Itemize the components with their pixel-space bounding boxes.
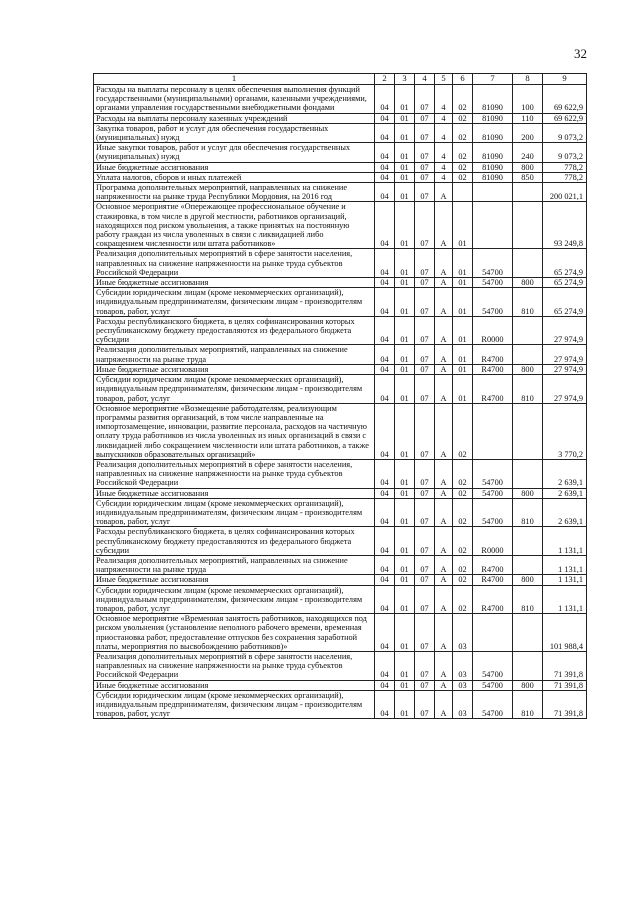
code-subsection: 4 [435, 85, 453, 114]
code-section: 07 [415, 403, 435, 459]
code-direction: 54700 [473, 488, 513, 498]
row-amount: 27 974,9 [543, 364, 587, 374]
table-row [94, 459, 587, 488]
code-section: 07 [415, 575, 435, 585]
code-program: 01 [453, 249, 473, 278]
code-direction: 81090 [473, 85, 513, 114]
code-pp: 01 [395, 488, 415, 498]
code-subsection: А [435, 690, 453, 719]
column-header: 3 [395, 74, 415, 85]
row-name: Иные бюджетные ассигнования [94, 364, 375, 374]
code-direction: 54700 [473, 278, 513, 288]
code-subsection: 4 [435, 143, 453, 162]
code-direction: 54700 [473, 459, 513, 488]
code-subsection: 4 [435, 162, 453, 172]
table-row [94, 651, 587, 680]
code-subsection: А [435, 575, 453, 585]
table-row [94, 202, 587, 249]
code-subsection: 4 [435, 123, 453, 142]
code-program: 01 [453, 375, 473, 404]
code-expense-type [513, 651, 543, 680]
row-name: Основное мероприятие «Возмещение работодателям, реализующим программы развития организаций, в том числе направленные на импортозамещение, инновации, развитие персонала, расходов на частичную оплату труда работников из числа уволенных из иных организаций в связи с ликвидацией либо сокращением численности или штата работников, а также выпускников образовательных организаций» [94, 403, 375, 459]
code-section: 07 [415, 680, 435, 690]
code-expense-type: 800 [513, 278, 543, 288]
code-gp: 04 [375, 202, 395, 249]
code-section: 07 [415, 183, 435, 202]
code-pp: 01 [395, 575, 415, 585]
code-gp: 04 [375, 527, 395, 556]
code-pp: 01 [395, 680, 415, 690]
code-direction: 54700 [473, 288, 513, 317]
code-section: 07 [415, 651, 435, 680]
code-expense-type: 800 [513, 680, 543, 690]
code-subsection: А [435, 555, 453, 574]
row-name: Программа дополнительных мероприятий, направленных на снижение напряженности на рынке труда Республики Мордовия, на 2016 год [94, 183, 375, 202]
code-direction: R4700 [473, 364, 513, 374]
code-subsection: А [435, 183, 453, 202]
table-row [94, 162, 587, 172]
row-name: Реализация дополнительных мероприятий в сфере занятости населения, направленных на снижение напряженности на рынке труда субъектов Российской Федерации [94, 249, 375, 278]
table-row [94, 172, 587, 182]
column-header: 9 [543, 74, 587, 85]
code-pp: 01 [395, 143, 415, 162]
code-direction: R4700 [473, 555, 513, 574]
row-amount: 71 391,8 [543, 651, 587, 680]
code-gp: 04 [375, 123, 395, 142]
code-direction: R4700 [473, 585, 513, 614]
table-row [94, 575, 587, 585]
column-header: 7 [473, 74, 513, 85]
row-amount: 93 249,8 [543, 202, 587, 249]
table-row [94, 690, 587, 719]
code-gp: 04 [375, 585, 395, 614]
table-row [94, 143, 587, 162]
row-amount: 71 391,8 [543, 690, 587, 719]
code-direction [473, 614, 513, 652]
row-amount: 65 274,9 [543, 249, 587, 278]
code-section: 07 [415, 527, 435, 556]
code-pp: 01 [395, 498, 415, 527]
code-direction: 54700 [473, 498, 513, 527]
code-gp: 04 [375, 172, 395, 182]
code-pp: 01 [395, 459, 415, 488]
row-name: Иные бюджетные ассигнования [94, 680, 375, 690]
code-direction: 81090 [473, 143, 513, 162]
row-amount: 3 770,2 [543, 403, 587, 459]
code-program: 03 [453, 651, 473, 680]
code-expense-type: 240 [513, 143, 543, 162]
code-gp: 04 [375, 113, 395, 123]
code-pp: 01 [395, 614, 415, 652]
column-header: 6 [453, 74, 473, 85]
row-amount: 101 988,4 [543, 614, 587, 652]
code-program: 02 [453, 162, 473, 172]
code-direction [473, 183, 513, 202]
code-expense-type [513, 459, 543, 488]
code-pp: 01 [395, 202, 415, 249]
code-program: 02 [453, 123, 473, 142]
code-direction: 81090 [473, 113, 513, 123]
code-gp: 04 [375, 555, 395, 574]
code-expense-type: 800 [513, 364, 543, 374]
code-gp: 04 [375, 403, 395, 459]
code-section: 07 [415, 202, 435, 249]
code-program: 02 [453, 113, 473, 123]
row-amount: 27 974,9 [543, 375, 587, 404]
code-expense-type [513, 202, 543, 249]
row-name: Закупка товаров, работ и услуг для обеспечения государственных (муниципальных) нужд [94, 123, 375, 142]
code-direction [473, 202, 513, 249]
code-direction [473, 403, 513, 459]
code-pp: 01 [395, 364, 415, 374]
code-expense-type: 200 [513, 123, 543, 142]
budget-table [93, 73, 587, 719]
code-program: 02 [453, 143, 473, 162]
code-section: 07 [415, 555, 435, 574]
table-row [94, 123, 587, 142]
row-amount: 71 391,8 [543, 680, 587, 690]
code-section: 07 [415, 113, 435, 123]
code-pp: 01 [395, 123, 415, 142]
table-row [94, 585, 587, 614]
row-name: Субсидии юридическим лицам (кроме некоммерческих организаций), индивидуальным предпринимателям, физическим лицам - производителям товаров, работ, услуг [94, 288, 375, 317]
code-subsection: А [435, 527, 453, 556]
code-direction: 54700 [473, 651, 513, 680]
row-name: Основное мероприятие «Опережающее профессиональное обучение и стажировка, в том числе в другой местности, работников организаций, находящихся под риском увольнения, а также принятых на постоянную работу граждан из числа уволенных в связи с ликвидацией либо сокращением численности или штата работников» [94, 202, 375, 249]
row-name: Иные бюджетные ассигнования [94, 575, 375, 585]
code-program: 01 [453, 316, 473, 345]
code-direction: 54700 [473, 690, 513, 719]
row-amount: 2 639,1 [543, 488, 587, 498]
code-section: 07 [415, 690, 435, 719]
row-name: Реализация дополнительных мероприятий, направленных на снижение напряженности на рынке труда [94, 555, 375, 574]
code-expense-type: 810 [513, 585, 543, 614]
code-expense-type: 800 [513, 575, 543, 585]
code-expense-type [513, 249, 543, 278]
code-gp: 04 [375, 183, 395, 202]
code-gp: 04 [375, 488, 395, 498]
code-gp: 04 [375, 651, 395, 680]
row-amount: 778,2 [543, 162, 587, 172]
code-gp: 04 [375, 345, 395, 364]
row-amount: 65 274,9 [543, 278, 587, 288]
row-amount: 27 974,9 [543, 345, 587, 364]
code-subsection: 4 [435, 113, 453, 123]
code-expense-type: 850 [513, 172, 543, 182]
code-expense-type: 110 [513, 113, 543, 123]
row-name: Субсидии юридическим лицам (кроме некоммерческих организаций), индивидуальным предпринимателям, физическим лицам - производителям товаров, работ, услуг [94, 375, 375, 404]
row-name: Реализация дополнительных мероприятий в сфере занятости населения, направленных на снижение напряженности на рынке труда субъектов Российской Федерации [94, 651, 375, 680]
code-expense-type: 810 [513, 375, 543, 404]
table-body [94, 85, 587, 719]
row-name: Расходы на выплаты персоналу в целях обеспечения выполнения функций государственными (муниципальными) органами, казенными учреждениями, органами управления государственными внебюджетными фондами [94, 85, 375, 114]
table-header-row [94, 74, 587, 85]
table-row [94, 614, 587, 652]
code-subsection: А [435, 278, 453, 288]
code-program: 02 [453, 498, 473, 527]
code-expense-type [513, 403, 543, 459]
row-amount: 9 073,2 [543, 123, 587, 142]
code-pp: 01 [395, 183, 415, 202]
code-expense-type: 810 [513, 498, 543, 527]
row-amount: 69 622,9 [543, 113, 587, 123]
code-subsection: 4 [435, 172, 453, 182]
code-pp: 01 [395, 162, 415, 172]
code-section: 07 [415, 172, 435, 182]
row-amount: 778,2 [543, 172, 587, 182]
table-row [94, 316, 587, 345]
code-pp: 01 [395, 278, 415, 288]
code-program: 03 [453, 614, 473, 652]
code-subsection: А [435, 364, 453, 374]
code-gp: 04 [375, 249, 395, 278]
row-name: Уплата налогов, сборов и иных платежей [94, 172, 375, 182]
code-program: 01 [453, 364, 473, 374]
row-name: Расходы на выплаты персоналу казенных учреждений [94, 113, 375, 123]
code-subsection: А [435, 345, 453, 364]
code-program: 01 [453, 345, 473, 364]
code-section: 07 [415, 585, 435, 614]
code-section: 07 [415, 614, 435, 652]
code-gp: 04 [375, 316, 395, 345]
code-subsection: А [435, 403, 453, 459]
table-row [94, 375, 587, 404]
row-amount: 2 639,1 [543, 498, 587, 527]
row-amount: 1 131,1 [543, 575, 587, 585]
code-program: 02 [453, 403, 473, 459]
code-expense-type [513, 555, 543, 574]
code-pp: 01 [395, 651, 415, 680]
table-row [94, 555, 587, 574]
row-name: Субсидии юридическим лицам (кроме некоммерческих организаций), индивидуальным предпринимателям, физическим лицам - производителям товаров, работ, услуг [94, 585, 375, 614]
code-pp: 01 [395, 375, 415, 404]
code-gp: 04 [375, 498, 395, 527]
code-program: 01 [453, 288, 473, 317]
code-direction: 81090 [473, 162, 513, 172]
code-section: 07 [415, 123, 435, 142]
code-section: 07 [415, 288, 435, 317]
code-section: 07 [415, 459, 435, 488]
code-gp: 04 [375, 288, 395, 317]
code-pp: 01 [395, 113, 415, 123]
column-header: 2 [375, 74, 395, 85]
row-name: Основное мероприятие «Временная занятость работников, находящихся под риском увольнения (установление неполного рабочего времени, временная приостановка работ, предоставление отпусков без сохранения заработной платы, мероприятия по высвобождению работников)» [94, 614, 375, 652]
code-section: 07 [415, 364, 435, 374]
table-row [94, 488, 587, 498]
code-section: 07 [415, 375, 435, 404]
table-row [94, 85, 587, 114]
code-gp: 04 [375, 375, 395, 404]
code-gp: 04 [375, 278, 395, 288]
row-name: Иные закупки товаров, работ и услуг для обеспечения государственных (муниципальных) нужд [94, 143, 375, 162]
table-row [94, 498, 587, 527]
code-direction: R4700 [473, 575, 513, 585]
code-gp: 04 [375, 162, 395, 172]
table-row [94, 364, 587, 374]
code-expense-type: 800 [513, 488, 543, 498]
code-direction: 81090 [473, 172, 513, 182]
code-subsection: А [435, 680, 453, 690]
code-pp: 01 [395, 249, 415, 278]
code-section: 07 [415, 316, 435, 345]
row-name: Субсидии юридическим лицам (кроме некоммерческих организаций), индивидуальным предпринимателям, физическим лицам - производителям товаров, работ, услуг [94, 498, 375, 527]
code-expense-type: 100 [513, 85, 543, 114]
code-program: 03 [453, 690, 473, 719]
code-subsection: А [435, 651, 453, 680]
row-name: Расходы республиканского бюджета, в целях софинансирования которых республиканскому бюджету предоставляются из федерального бюджета субсидии [94, 527, 375, 556]
column-header: 4 [415, 74, 435, 85]
code-program: 02 [453, 459, 473, 488]
row-name: Реализация дополнительных мероприятий, направленных на снижение напряженности на рынке труда [94, 345, 375, 364]
code-section: 07 [415, 345, 435, 364]
code-subsection: А [435, 288, 453, 317]
row-amount: 200 021,1 [543, 183, 587, 202]
row-amount: 1 131,1 [543, 527, 587, 556]
code-subsection: А [435, 459, 453, 488]
row-amount: 69 622,9 [543, 85, 587, 114]
row-amount: 1 131,1 [543, 585, 587, 614]
table-row [94, 278, 587, 288]
column-header: 5 [435, 74, 453, 85]
code-program: 03 [453, 680, 473, 690]
row-name: Иные бюджетные ассигнования [94, 488, 375, 498]
code-subsection: А [435, 316, 453, 345]
code-gp: 04 [375, 459, 395, 488]
code-direction: R4700 [473, 345, 513, 364]
code-program: 02 [453, 85, 473, 114]
column-header: 1 [94, 74, 375, 85]
row-name: Иные бюджетные ассигнования [94, 162, 375, 172]
code-direction: R0000 [473, 316, 513, 345]
row-amount: 9 073,2 [543, 143, 587, 162]
code-subsection: А [435, 498, 453, 527]
table-row [94, 183, 587, 202]
code-expense-type [513, 345, 543, 364]
code-pp: 01 [395, 288, 415, 317]
column-header: 8 [513, 74, 543, 85]
code-expense-type [513, 614, 543, 652]
code-subsection: А [435, 375, 453, 404]
code-program: 02 [453, 172, 473, 182]
code-section: 07 [415, 249, 435, 278]
code-subsection: А [435, 585, 453, 614]
code-direction: R4700 [473, 375, 513, 404]
code-gp: 04 [375, 680, 395, 690]
code-program [453, 183, 473, 202]
code-pp: 01 [395, 690, 415, 719]
code-program: 02 [453, 488, 473, 498]
table-row [94, 345, 587, 364]
code-pp: 01 [395, 555, 415, 574]
code-expense-type: 800 [513, 162, 543, 172]
code-section: 07 [415, 278, 435, 288]
row-amount: 2 639,1 [543, 459, 587, 488]
table-row [94, 249, 587, 278]
code-program: 02 [453, 555, 473, 574]
row-amount: 1 131,1 [543, 555, 587, 574]
row-name: Иные бюджетные ассигнования [94, 278, 375, 288]
code-expense-type [513, 527, 543, 556]
code-pp: 01 [395, 172, 415, 182]
code-gp: 04 [375, 690, 395, 719]
code-pp: 01 [395, 345, 415, 364]
code-program: 01 [453, 278, 473, 288]
code-pp: 01 [395, 316, 415, 345]
table-row [94, 403, 587, 459]
code-subsection: А [435, 249, 453, 278]
code-gp: 04 [375, 85, 395, 114]
code-program: 02 [453, 575, 473, 585]
code-pp: 01 [395, 85, 415, 114]
table-row [94, 288, 587, 317]
code-gp: 04 [375, 614, 395, 652]
code-pp: 01 [395, 403, 415, 459]
code-pp: 01 [395, 585, 415, 614]
code-direction: 81090 [473, 123, 513, 142]
code-direction: 54700 [473, 249, 513, 278]
code-section: 07 [415, 488, 435, 498]
row-name: Расходы республиканского бюджета, в целях софинансирования которых республиканскому бюджету предоставляются из федерального бюджета субсидии [94, 316, 375, 345]
code-gp: 04 [375, 143, 395, 162]
row-amount: 27 974,9 [543, 316, 587, 345]
page-number: 32 [574, 46, 587, 61]
code-expense-type [513, 183, 543, 202]
code-gp: 04 [375, 575, 395, 585]
row-amount: 65 274,9 [543, 288, 587, 317]
code-section: 07 [415, 498, 435, 527]
row-name: Субсидии юридическим лицам (кроме некоммерческих организаций), индивидуальным предпринимателям, физическим лицам - производителям товаров, работ, услуг [94, 690, 375, 719]
code-expense-type: 810 [513, 288, 543, 317]
code-section: 07 [415, 143, 435, 162]
code-section: 07 [415, 85, 435, 114]
code-expense-type: 810 [513, 690, 543, 719]
code-gp: 04 [375, 364, 395, 374]
code-expense-type [513, 316, 543, 345]
code-program: 02 [453, 585, 473, 614]
code-program: 01 [453, 202, 473, 249]
table-row [94, 113, 587, 123]
code-section: 07 [415, 162, 435, 172]
table-row [94, 680, 587, 690]
code-direction: 54700 [473, 680, 513, 690]
code-subsection: А [435, 614, 453, 652]
code-subsection: А [435, 488, 453, 498]
code-pp: 01 [395, 527, 415, 556]
code-subsection: А [435, 202, 453, 249]
table-row [94, 527, 587, 556]
code-program: 02 [453, 527, 473, 556]
row-name: Реализация дополнительных мероприятий в сфере занятости населения, направленных на снижение напряженности на рынке труда субъектов Российской Федерации [94, 459, 375, 488]
code-direction: R0000 [473, 527, 513, 556]
